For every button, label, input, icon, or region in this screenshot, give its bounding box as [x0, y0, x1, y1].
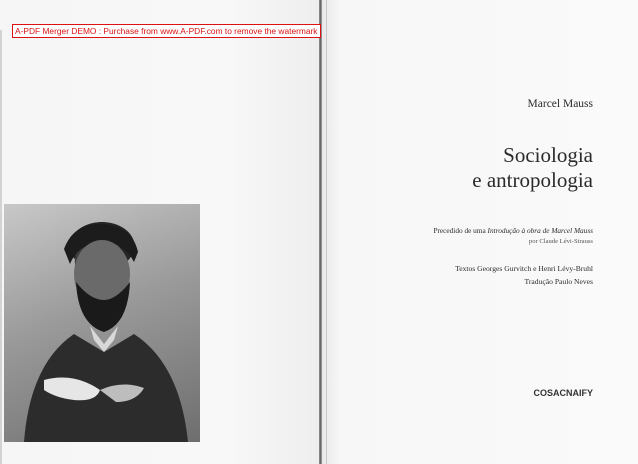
page-edge-line [326, 0, 327, 464]
introduction-author: por Claude Lévi-Strauss [528, 238, 593, 245]
watermark-banner[interactable]: A-PDF Merger DEMO : Purchase from www.A-PDF.com to remove the watermark [12, 24, 321, 38]
texts-credit: Textos Georges Gurvitch e Henri Lévy-Bruhl [455, 264, 593, 273]
introduction-credit [433, 226, 593, 235]
left-page-edge [0, 30, 2, 464]
publisher-logo: COSACNAIFY [533, 388, 593, 398]
author-name: Marcel Mauss [527, 98, 593, 110]
book-title-line-2: e antropologia [472, 168, 593, 192]
book-title-line-1: Sociologia [503, 143, 593, 167]
intro-prefix: Precedido de uma [433, 226, 486, 235]
book-gutter [319, 0, 322, 464]
portrait-photo [4, 204, 200, 442]
intro-work-title: Introdução à obra de Marcel Mauss [487, 226, 593, 235]
translation-credit: Tradução Paulo Neves [524, 277, 593, 286]
portrait-figure [4, 204, 200, 442]
